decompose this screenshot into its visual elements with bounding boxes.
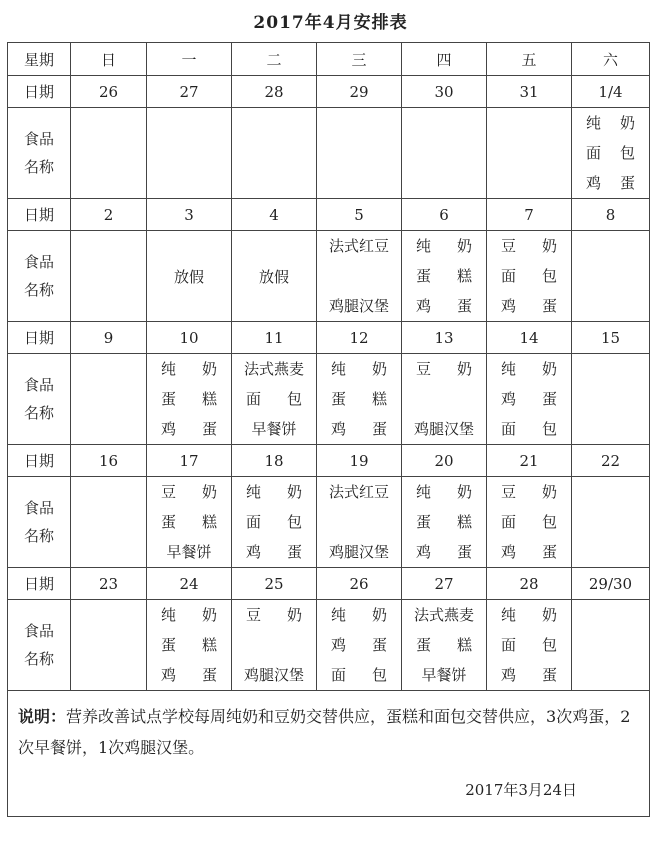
food-cell xyxy=(487,354,572,445)
food-cell xyxy=(487,108,572,199)
food-item: 面包 xyxy=(586,144,635,162)
date-cell: 5 xyxy=(317,199,402,231)
weekday-cell: 六 xyxy=(572,43,650,76)
food-cell xyxy=(402,108,487,199)
date-row-label: 日期 xyxy=(8,76,71,108)
food-cell xyxy=(147,354,232,445)
food-item: 鸡蛋 xyxy=(416,297,472,315)
weekday-cell: 三 xyxy=(317,43,402,76)
food-item: 鸡蛋 xyxy=(586,174,635,192)
date-row xyxy=(8,76,650,108)
food-cell xyxy=(402,600,487,691)
food-item: 面包 xyxy=(246,390,302,408)
food-row xyxy=(8,108,650,199)
food-cell xyxy=(317,108,402,199)
food-cell xyxy=(572,477,650,568)
date-cell: 9 xyxy=(71,322,147,354)
food-row xyxy=(8,354,650,445)
food-cell xyxy=(232,477,317,568)
date-row xyxy=(8,322,650,354)
food-row xyxy=(8,231,650,322)
date-cell: 27 xyxy=(147,76,232,108)
food-cell xyxy=(232,600,317,691)
food-item: 早餐饼 xyxy=(166,543,212,561)
food-cell xyxy=(232,354,317,445)
food-cell xyxy=(402,354,487,445)
food-item: 鸡腿汉堡 xyxy=(243,666,304,684)
food-item: 面包 xyxy=(501,420,557,438)
food-row-label-line: 名称 xyxy=(23,281,54,299)
food-item: 蛋糕 xyxy=(161,390,217,408)
food-item: 鸡蛋 xyxy=(331,636,387,654)
note-body: 营养改善试点学校每周纯奶和豆奶交替供应，蛋糕和面包交替供应，3次鸡蛋，2次早餐饼，1次鸡腿汉堡。 xyxy=(18,707,631,757)
date-cell: 29 xyxy=(317,76,402,108)
food-item: 豆奶 xyxy=(501,237,557,255)
food-cell xyxy=(402,477,487,568)
food-cell xyxy=(71,231,147,322)
date-cell: 26 xyxy=(71,76,147,108)
food-item: 放假 xyxy=(258,267,289,286)
food-item: 面包 xyxy=(501,267,557,285)
food-cell xyxy=(487,600,572,691)
food-cell xyxy=(71,600,147,691)
date-cell: 29/30 xyxy=(572,568,650,600)
weekday-cell: 五 xyxy=(487,43,572,76)
food-row-label xyxy=(8,477,71,568)
food-cell xyxy=(147,231,232,322)
food-cell xyxy=(147,108,232,199)
food-item: 鸡腿汉堡 xyxy=(328,543,389,561)
date-cell: 19 xyxy=(317,445,402,477)
food-item: 纯奶 xyxy=(501,606,557,624)
food-item: 鸡蛋 xyxy=(161,420,217,438)
food-cell xyxy=(71,354,147,445)
food-item: 纯奶 xyxy=(161,606,217,624)
food-item: 豆奶 xyxy=(501,483,557,501)
date-cell: 20 xyxy=(402,445,487,477)
food-cell xyxy=(572,354,650,445)
food-item: 早餐饼 xyxy=(421,666,467,684)
food-item: 豆奶 xyxy=(246,606,302,624)
food-item: 鸡蛋 xyxy=(416,543,472,561)
food-item: 鸡蛋 xyxy=(501,390,557,408)
food-row-label-line: 名称 xyxy=(23,527,54,545)
food-item: 鸡蛋 xyxy=(246,543,302,561)
food-item: 纯奶 xyxy=(331,606,387,624)
food-item: 纯奶 xyxy=(161,360,217,378)
food-row-label-line: 食品 xyxy=(23,376,54,394)
date-cell: 24 xyxy=(147,568,232,600)
date-cell: 27 xyxy=(402,568,487,600)
food-item: 法式红豆 xyxy=(328,237,389,255)
date-cell: 6 xyxy=(402,199,487,231)
date-cell: 16 xyxy=(71,445,147,477)
date-cell: 2 xyxy=(71,199,147,231)
food-item: 鸡蛋 xyxy=(501,666,557,684)
food-item: 蛋糕 xyxy=(161,513,217,531)
food-row xyxy=(8,477,650,568)
date-cell: 4 xyxy=(232,199,317,231)
date-cell: 22 xyxy=(572,445,650,477)
food-cell xyxy=(147,477,232,568)
food-cell xyxy=(71,108,147,199)
food-item: 鸡蛋 xyxy=(501,297,557,315)
food-item xyxy=(232,630,316,660)
food-item: 面包 xyxy=(246,513,302,531)
note-date: 2017年3月24日 xyxy=(465,781,577,799)
food-item: 鸡蛋 xyxy=(161,666,217,684)
date-cell: 1/4 xyxy=(572,76,650,108)
food-item: 豆奶 xyxy=(416,360,472,378)
food-cell xyxy=(232,231,317,322)
food-cell xyxy=(71,477,147,568)
food-item: 纯奶 xyxy=(501,360,557,378)
food-item: 蛋糕 xyxy=(161,636,217,654)
date-cell: 8 xyxy=(572,199,650,231)
food-cell xyxy=(317,477,402,568)
date-row-label: 日期 xyxy=(8,199,71,231)
date-row xyxy=(8,199,650,231)
food-cell xyxy=(402,231,487,322)
date-row-label: 日期 xyxy=(8,568,71,600)
food-row-label-line: 名称 xyxy=(23,404,54,422)
food-item: 鸡蛋 xyxy=(331,420,387,438)
note-row xyxy=(8,691,650,817)
food-row-label-line: 食品 xyxy=(23,499,54,517)
food-item: 蛋糕 xyxy=(416,267,472,285)
date-row-label: 日期 xyxy=(8,445,71,477)
food-row-label-line: 食品 xyxy=(23,253,54,271)
food-cell xyxy=(572,108,650,199)
food-cell xyxy=(572,600,650,691)
date-row xyxy=(8,445,650,477)
food-row-label-line: 名称 xyxy=(23,158,54,176)
food-row-label xyxy=(8,231,71,322)
date-cell: 28 xyxy=(487,568,572,600)
date-cell: 15 xyxy=(572,322,650,354)
page-title: 2017年4月安排表 xyxy=(253,13,408,33)
food-item: 早餐饼 xyxy=(251,420,297,438)
food-cell xyxy=(147,600,232,691)
date-cell: 14 xyxy=(487,322,572,354)
food-item: 豆奶 xyxy=(161,483,217,501)
date-cell: 28 xyxy=(232,76,317,108)
food-item: 纯奶 xyxy=(246,483,302,501)
date-cell: 26 xyxy=(317,568,402,600)
food-item: 纯奶 xyxy=(416,483,472,501)
food-row xyxy=(8,600,650,691)
food-cell xyxy=(487,477,572,568)
food-item: 蛋糕 xyxy=(331,390,387,408)
food-cell xyxy=(572,231,650,322)
schedule-table xyxy=(7,42,650,817)
date-cell: 12 xyxy=(317,322,402,354)
date-cell: 13 xyxy=(402,322,487,354)
date-cell: 30 xyxy=(402,76,487,108)
date-cell: 25 xyxy=(232,568,317,600)
food-cell xyxy=(487,231,572,322)
food-item xyxy=(402,384,486,414)
food-item: 蛋糕 xyxy=(416,636,472,654)
food-row-label-line: 食品 xyxy=(23,622,54,640)
weekday-cell: 一 xyxy=(147,43,232,76)
food-item: 法式红豆 xyxy=(328,483,389,501)
food-row-label xyxy=(8,108,71,199)
food-item xyxy=(317,507,401,537)
food-item: 纯奶 xyxy=(416,237,472,255)
weekday-cell: 四 xyxy=(402,43,487,76)
food-cell-content xyxy=(147,231,231,321)
date-cell: 17 xyxy=(147,445,232,477)
food-item: 鸡腿汉堡 xyxy=(413,420,474,438)
date-cell: 23 xyxy=(71,568,147,600)
food-item: 鸡蛋 xyxy=(501,543,557,561)
note-label: 说明： xyxy=(18,707,67,726)
weekday-header-label: 星期 xyxy=(8,43,71,76)
food-row-label-line: 食品 xyxy=(23,130,54,148)
note-cell xyxy=(8,691,650,817)
food-item: 面包 xyxy=(501,513,557,531)
food-cell xyxy=(317,231,402,322)
note-text xyxy=(18,701,637,763)
weekday-header-row xyxy=(8,43,650,76)
food-item xyxy=(317,261,401,291)
food-item: 法式燕麦 xyxy=(243,360,304,378)
date-row-label: 日期 xyxy=(8,322,71,354)
food-cell xyxy=(317,354,402,445)
food-item: 鸡腿汉堡 xyxy=(328,297,389,315)
food-item: 纯奶 xyxy=(331,360,387,378)
date-cell: 11 xyxy=(232,322,317,354)
weekday-cell: 二 xyxy=(232,43,317,76)
food-row-label-line: 名称 xyxy=(23,650,54,668)
food-item: 放假 xyxy=(173,267,204,286)
food-item: 法式燕麦 xyxy=(413,606,474,624)
weekday-cell: 日 xyxy=(71,43,147,76)
date-cell: 7 xyxy=(487,199,572,231)
food-item: 纯奶 xyxy=(586,114,635,132)
date-cell: 3 xyxy=(147,199,232,231)
date-cell: 18 xyxy=(232,445,317,477)
food-cell xyxy=(317,600,402,691)
date-cell: 21 xyxy=(487,445,572,477)
food-item: 面包 xyxy=(501,636,557,654)
food-item: 蛋糕 xyxy=(416,513,472,531)
food-item: 面包 xyxy=(331,666,387,684)
date-row xyxy=(8,568,650,600)
date-cell: 10 xyxy=(147,322,232,354)
food-cell xyxy=(232,108,317,199)
food-cell-content xyxy=(232,231,316,321)
date-cell: 31 xyxy=(487,76,572,108)
food-row-label xyxy=(8,600,71,691)
food-row-label xyxy=(8,354,71,445)
